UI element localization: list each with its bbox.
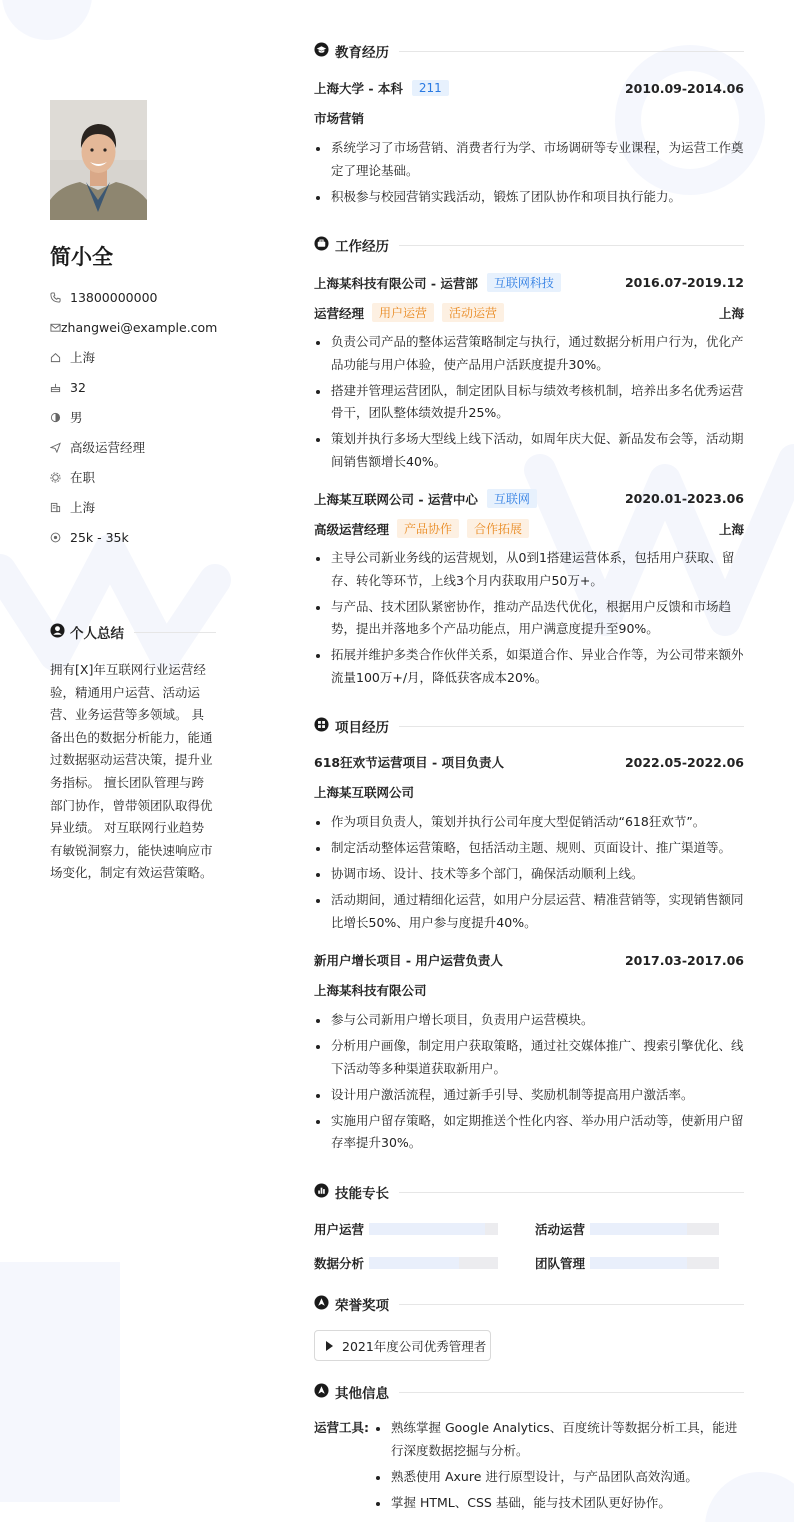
- mail-icon: [50, 322, 61, 333]
- list-item: 负责公司产品的整体运营策略制定与执行，通过数据分析用户行为，优化产品功能与用户体验，使产品用户活跃度提升30%。: [314, 331, 744, 376]
- project-name: 618狂欢节运营项目 - 项目负责人: [314, 755, 504, 770]
- project-org-row-2: [314, 981, 744, 999]
- divider: [399, 245, 744, 246]
- skill-item: [535, 1220, 719, 1238]
- project-org: 上海某互联网公司: [314, 785, 415, 800]
- job-role-row-1: [314, 303, 744, 322]
- list-item: 分析用户画像，制定用户获取策略，通过社交媒体推广、搜索引擎优化、线下活动等多种渠道获取新用户。: [314, 1035, 744, 1080]
- salary-icon: [50, 532, 70, 543]
- grid-icon: [314, 717, 329, 735]
- info-phone: 13800000000: [50, 282, 216, 312]
- info-location: 上海: [50, 342, 216, 372]
- award-item[interactable]: [314, 1330, 491, 1361]
- list-item: 协调市场、设计、技术等多个部门，确保活动顺利上线。: [314, 863, 744, 886]
- skill-name: 活动运营: [535, 1222, 586, 1237]
- education-bullets: [314, 137, 744, 212]
- list-item: 策划并执行多场大型线上线下活动，如周年庆大促、新品发布会等，活动期间销售额增长40%。: [314, 428, 744, 473]
- info-icon: [314, 1383, 329, 1401]
- list-item: 活动期间，通过精细化运营，如用户分层运营、精准营销等，实现销售额同比增长50%、用户参与度提升40%。: [314, 889, 744, 934]
- industry-tag: 互联网科技: [487, 273, 561, 292]
- job-role-row-2: [314, 519, 744, 538]
- info-position: 高级运营经理: [50, 432, 216, 462]
- project-date: 2017.03-2017.06: [624, 952, 744, 968]
- skill-item: [314, 1220, 498, 1238]
- decor-block: [0, 1262, 120, 1502]
- contact-info-list: [50, 282, 216, 552]
- list-item: 主导公司新业务线的运营规划，从0到1搭建运营体系，包括用户获取、留存、转化等环节，上线3个月内获取用户50万+。: [314, 547, 744, 592]
- list-item: 积极参与校园营销实践活动，锻炼了团队协作和项目执行能力。: [314, 186, 744, 209]
- skill-tag: 活动运营: [442, 303, 504, 322]
- education-header: 教育经历: [314, 41, 744, 61]
- project-bullets-2: [314, 1009, 744, 1158]
- info-gender: 男: [50, 402, 216, 432]
- skill-tag: 用户运营: [372, 303, 434, 322]
- education-major-row: [314, 109, 744, 127]
- skill-bar: [590, 1223, 719, 1235]
- bar-chart-icon: [314, 1183, 329, 1201]
- job-date: 2016.07-2019.12: [624, 275, 744, 290]
- project-entry-1: [314, 753, 744, 771]
- award-text: 2021年度公司优秀管理者: [342, 1338, 487, 1354]
- info-salary: 25k - 35k: [50, 522, 216, 552]
- job-entry-1: [314, 273, 744, 292]
- list-item: 拓展并维护多类合作伙伴关系，如渠道合作、异业合作等，为公司带来额外流量100万+/月，降低获客成本20%。: [314, 644, 744, 689]
- gender-icon: [50, 412, 70, 423]
- job-entry-2: [314, 489, 744, 508]
- briefcase-icon: [314, 236, 329, 254]
- divider: [399, 51, 744, 52]
- phone-icon: [50, 292, 70, 303]
- industry-tag: 互联网: [487, 489, 537, 508]
- play-icon: [326, 1341, 333, 1351]
- list-item: 制定活动整体运营策略，包括活动主题、规则、页面设计、推广渠道等。: [314, 837, 744, 860]
- candidate-name: 简小全: [50, 245, 113, 269]
- list-item: 参与公司新用户增长项目，负责用户运营模块。: [314, 1009, 744, 1032]
- list-item: 掌握 HTML、CSS 基础，能与技术团队更好协作。: [374, 1492, 744, 1515]
- education-major: 市场营销: [314, 111, 365, 126]
- project-org-row-1: [314, 783, 744, 801]
- skill-bar: [369, 1223, 498, 1235]
- skill-item: [314, 1254, 498, 1272]
- status-icon: [50, 472, 70, 483]
- project-name: 新用户增长项目 - 用户运营负责人: [314, 953, 503, 968]
- job-bullets-2: [314, 547, 744, 693]
- age-icon: [50, 382, 70, 393]
- job-location: 上海: [718, 521, 744, 537]
- list-item: 熟练掌握 Google Analytics、百度统计等数据分析工具，能进行深度数据挖掘与分析。: [374, 1417, 744, 1462]
- education-date: 2010.09-2014.06: [624, 80, 744, 96]
- work-header: 工作经历: [314, 235, 744, 255]
- tools-label: 运营工具:: [314, 1420, 369, 1435]
- graduation-cap-icon: [314, 42, 329, 60]
- job-location: 上海: [718, 305, 744, 321]
- list-item: 实施用户留存策略，如定期推送个性化内容、举办用户活动等，使新用户留存率提升30%。: [314, 1110, 744, 1155]
- skill-bar-fill: [369, 1257, 459, 1269]
- summary-text: 拥有[X]年互联网行业运营经验，精通用户运营、活动运营、业务运营等多领域。 具备出色的数据分析能力，能通过数据驱动运营决策，提升业务指标。 擅长团队管理与跨部门协作，曾带领团队取得优异业绩。 对互联网行业趋势有敏锐洞察力，能快速响应市场变化，制定有效运营策略。: [50, 662, 213, 881]
- skill-bar-fill: [590, 1257, 687, 1269]
- company-name: 上海某互联网公司 - 运营中心: [314, 491, 478, 507]
- company-name: 上海某科技有限公司 - 运营部: [314, 275, 478, 291]
- job-role: 高级运营经理: [314, 521, 390, 537]
- divider: [399, 726, 744, 727]
- projects-header: 项目经历: [314, 716, 744, 736]
- info-status: 在职: [50, 462, 216, 492]
- school-name: 上海大学 - 本科: [314, 81, 403, 96]
- skill-name: 团队管理: [535, 1256, 586, 1271]
- skills-header: 技能专长: [314, 1182, 744, 1202]
- profile-photo: [50, 100, 147, 220]
- divider: [399, 1392, 744, 1393]
- skill-bar-fill: [369, 1223, 485, 1235]
- skill-tag: 产品协作: [397, 519, 459, 538]
- skill-name: 用户运营: [314, 1222, 365, 1237]
- job-date: 2020.01-2023.06: [624, 491, 744, 506]
- project-entry-2: [314, 951, 744, 969]
- home-icon: [50, 352, 70, 363]
- list-item: 设计用户激活流程，通过新手引导、奖励机制等提高用户激活率。: [314, 1084, 744, 1107]
- info-city: 上海: [50, 492, 216, 522]
- divider: [134, 632, 216, 633]
- list-item: 与产品、技术团队紧密协作，推动产品迭代优化，根据用户反馈和市场趋势，提出并落地多个产品功能点，用户满意度提升至90%。: [314, 596, 744, 641]
- divider: [399, 1192, 744, 1193]
- honors-header: 荣誉奖项: [314, 1294, 744, 1314]
- list-item: 熟悉使用 Axure 进行原型设计，与产品团队高效沟通。: [374, 1466, 744, 1489]
- tools-bullets: [374, 1417, 744, 1518]
- building-icon: [50, 502, 70, 513]
- skill-tag: 合作拓展: [467, 519, 529, 538]
- project-bullets-1: [314, 811, 744, 938]
- list-item: 系统学习了市场营销、消费者行为学、市场调研等专业课程，为运营工作奠定了理论基础。: [314, 137, 744, 182]
- info-email: zhangwei@example.com: [50, 312, 216, 342]
- skill-bar-fill: [590, 1223, 687, 1235]
- info-age: 32: [50, 372, 216, 402]
- divider: [399, 1304, 744, 1305]
- education-entry: [314, 79, 744, 97]
- list-item: 作为项目负责人，策划并执行公司年度大型促销活动“618狂欢节”。: [314, 811, 744, 834]
- skill-bar: [369, 1257, 498, 1269]
- school-tag: 211: [412, 80, 449, 96]
- skill-item: [535, 1254, 719, 1272]
- summary-header: [50, 622, 216, 642]
- user-icon: [50, 623, 65, 641]
- list-item: 搭建并管理运营团队，制定团队目标与绩效考核机制，培养出多名优秀运营骨干，团队整体绩效提升25%。: [314, 380, 744, 425]
- job-role: 运营经理: [314, 305, 365, 321]
- job-bullets-1: [314, 331, 744, 477]
- send-icon: [50, 442, 70, 453]
- award-icon: [314, 1295, 329, 1313]
- other-header: 其他信息: [314, 1382, 744, 1402]
- skill-bar: [590, 1257, 719, 1269]
- summary-title: 个人总结: [70, 626, 124, 642]
- decor-circle: [2, 0, 92, 40]
- skill-name: 数据分析: [314, 1256, 365, 1271]
- project-org: 上海某科技有限公司: [314, 983, 427, 998]
- project-date: 2022.05-2022.06: [624, 754, 744, 770]
